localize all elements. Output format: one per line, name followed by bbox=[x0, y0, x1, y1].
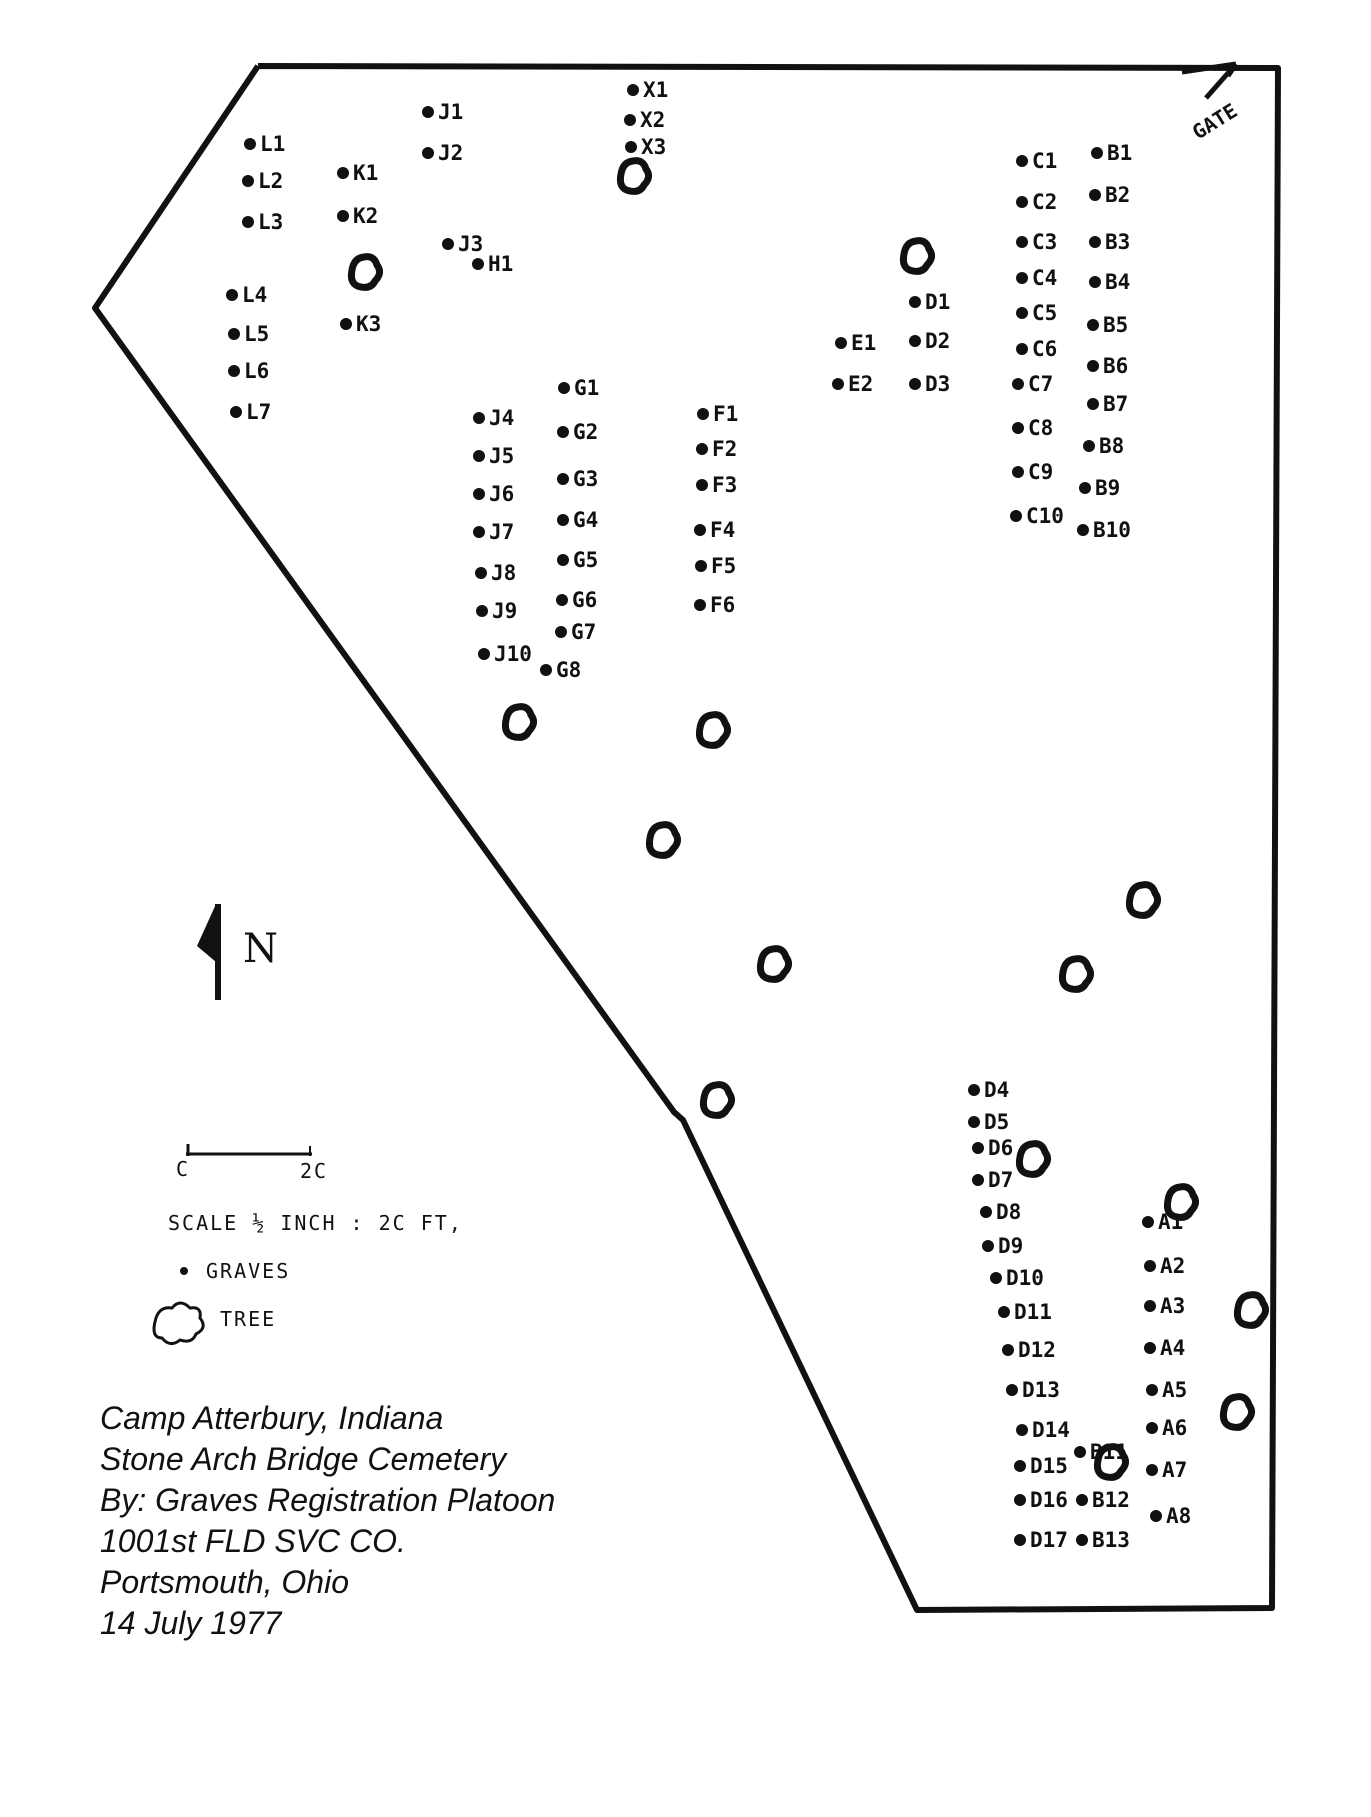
grave-c5 bbox=[1016, 301, 1057, 325]
grave-b9 bbox=[1079, 476, 1120, 500]
grave-label: B10 bbox=[1093, 518, 1131, 542]
grave-dot-icon bbox=[556, 594, 568, 606]
grave-dot-icon bbox=[473, 526, 485, 538]
grave-dot-icon bbox=[1076, 1494, 1088, 1506]
grave-dot-icon bbox=[1074, 1446, 1086, 1458]
grave-dot-icon bbox=[696, 443, 708, 455]
grave-dot-icon bbox=[1076, 1534, 1088, 1546]
grave-label: G7 bbox=[571, 620, 597, 644]
grave-label: B1 bbox=[1107, 141, 1133, 165]
scale-start-label: C bbox=[176, 1157, 191, 1181]
north-arrow-icon bbox=[197, 904, 216, 962]
grave-label: D7 bbox=[988, 1168, 1014, 1192]
grave-l2 bbox=[242, 169, 283, 193]
grave-dot-icon bbox=[1014, 1494, 1026, 1506]
grave-l1 bbox=[244, 132, 285, 156]
grave-dot-icon bbox=[557, 473, 569, 485]
grave-dot-icon bbox=[1089, 189, 1101, 201]
grave-label: B13 bbox=[1092, 1528, 1130, 1552]
grave-d10 bbox=[990, 1266, 1044, 1290]
grave-label: F5 bbox=[711, 554, 737, 578]
grave-dot-icon bbox=[1144, 1300, 1156, 1312]
grave-dot-icon bbox=[696, 479, 708, 491]
grave-dot-icon bbox=[980, 1206, 992, 1218]
grave-dot-icon bbox=[557, 514, 569, 526]
grave-label: D6 bbox=[988, 1136, 1014, 1160]
grave-l3 bbox=[242, 210, 283, 234]
grave-label: J2 bbox=[438, 141, 464, 165]
grave-label: B6 bbox=[1103, 354, 1129, 378]
grave-g5 bbox=[557, 548, 598, 572]
grave-dot-icon bbox=[473, 450, 485, 462]
grave-dot-icon bbox=[1016, 155, 1028, 167]
caption-location: Camp Atterbury, Indiana bbox=[100, 1400, 444, 1436]
grave-label: B5 bbox=[1103, 313, 1129, 337]
grave-b6 bbox=[1087, 354, 1128, 378]
grave-label: L6 bbox=[244, 359, 270, 383]
grave-l6 bbox=[228, 359, 269, 383]
grave-a8 bbox=[1150, 1504, 1191, 1528]
grave-b3 bbox=[1089, 230, 1130, 254]
grave-dot-icon bbox=[1010, 510, 1022, 522]
tree-icon bbox=[1019, 1144, 1047, 1175]
grave-x3 bbox=[625, 135, 666, 159]
grave-dot-icon bbox=[1091, 147, 1103, 159]
grave-b5 bbox=[1087, 313, 1128, 337]
grave-j6 bbox=[473, 482, 514, 506]
grave-dot-icon bbox=[627, 84, 639, 96]
grave-label: B8 bbox=[1099, 434, 1125, 458]
grave-dot-icon bbox=[625, 141, 637, 153]
grave-d8 bbox=[980, 1200, 1021, 1224]
grave-label: A3 bbox=[1160, 1294, 1186, 1318]
grave-dot-icon bbox=[1083, 440, 1095, 452]
cemetery-boundary bbox=[95, 66, 1278, 1610]
grave-label: A6 bbox=[1162, 1416, 1188, 1440]
grave-dot-icon bbox=[228, 328, 240, 340]
grave-dot-icon bbox=[555, 626, 567, 638]
grave-d17 bbox=[1014, 1528, 1068, 1552]
grave-dot-icon bbox=[624, 114, 636, 126]
grave-label: J5 bbox=[489, 444, 515, 468]
grave-dot-icon bbox=[1146, 1464, 1158, 1476]
grave-dot-icon bbox=[1012, 422, 1024, 434]
grave-dot-icon bbox=[557, 554, 569, 566]
grave-dot-icon bbox=[422, 147, 434, 159]
grave-label: J6 bbox=[489, 482, 515, 506]
grave-label: D11 bbox=[1014, 1300, 1052, 1324]
grave-label: G8 bbox=[556, 658, 582, 682]
grave-dot-icon bbox=[337, 210, 349, 222]
grave-dot-icon bbox=[1016, 272, 1028, 284]
grave-d15 bbox=[1014, 1454, 1068, 1478]
grave-label: D13 bbox=[1022, 1378, 1060, 1402]
grave-dot-icon bbox=[476, 605, 488, 617]
grave-g8 bbox=[540, 658, 581, 682]
grave-j9 bbox=[476, 599, 517, 623]
tree-icon bbox=[1237, 1295, 1265, 1326]
grave-dot-icon bbox=[1087, 319, 1099, 331]
legend bbox=[154, 1259, 290, 1344]
grave-label: F4 bbox=[710, 518, 736, 542]
grave-label: C9 bbox=[1028, 460, 1054, 484]
grave-label: D5 bbox=[984, 1110, 1010, 1134]
grave-dot-icon bbox=[1012, 466, 1024, 478]
tree-icon bbox=[505, 707, 533, 738]
grave-k1 bbox=[337, 161, 378, 185]
grave-label: X2 bbox=[640, 108, 666, 132]
tree-icon bbox=[620, 161, 648, 192]
grave-e1 bbox=[835, 331, 876, 355]
grave-g6 bbox=[556, 588, 597, 612]
grave-d9 bbox=[982, 1234, 1023, 1258]
grave-dot-icon bbox=[1014, 1460, 1026, 1472]
grave-legend-icon bbox=[180, 1267, 188, 1275]
grave-label: K3 bbox=[356, 312, 382, 336]
grave-d3 bbox=[909, 372, 950, 396]
grave-d2 bbox=[909, 329, 950, 353]
grave-dot-icon bbox=[228, 365, 240, 377]
grave-label: D17 bbox=[1030, 1528, 1068, 1552]
grave-label: D10 bbox=[1006, 1266, 1044, 1290]
grave-label: A7 bbox=[1162, 1458, 1188, 1482]
grave-l7 bbox=[230, 400, 271, 424]
grave-b10 bbox=[1077, 518, 1131, 542]
grave-dot-icon bbox=[1016, 196, 1028, 208]
grave-label: J1 bbox=[438, 100, 464, 124]
grave-dot-icon bbox=[972, 1142, 984, 1154]
grave-label: J9 bbox=[492, 599, 518, 623]
grave-label: J4 bbox=[489, 406, 515, 430]
grave-d6 bbox=[972, 1136, 1013, 1160]
grave-label: D2 bbox=[925, 329, 951, 353]
grave-dot-icon bbox=[540, 664, 552, 676]
grave-label: L7 bbox=[246, 400, 272, 424]
grave-label: B11 bbox=[1090, 1440, 1128, 1464]
grave-a2 bbox=[1144, 1254, 1185, 1278]
grave-label: A2 bbox=[1160, 1254, 1186, 1278]
grave-j8 bbox=[475, 561, 516, 585]
grave-j10 bbox=[478, 642, 532, 666]
grave-label: C8 bbox=[1028, 416, 1054, 440]
grave-label: D4 bbox=[984, 1078, 1010, 1102]
grave-label: F2 bbox=[712, 437, 738, 461]
grave-label: G2 bbox=[573, 420, 599, 444]
grave-dot-icon bbox=[442, 238, 454, 250]
grave-j5 bbox=[473, 444, 514, 468]
north-arrow bbox=[197, 904, 278, 1000]
grave-label: D3 bbox=[925, 372, 951, 396]
grave-label: B4 bbox=[1105, 270, 1131, 294]
grave-label: C5 bbox=[1032, 301, 1058, 325]
grave-dot-icon bbox=[1014, 1534, 1026, 1546]
grave-x1 bbox=[627, 78, 668, 102]
grave-c6 bbox=[1016, 337, 1057, 361]
grave-dot-icon bbox=[972, 1174, 984, 1186]
grave-label: B7 bbox=[1103, 392, 1129, 416]
gate-label: GATE bbox=[1187, 98, 1242, 145]
grave-label: C7 bbox=[1028, 372, 1054, 396]
grave-d5 bbox=[968, 1110, 1009, 1134]
caption-cemetery-name: Stone Arch Bridge Cemetery bbox=[100, 1441, 507, 1477]
grave-c2 bbox=[1016, 190, 1057, 214]
grave-label: D16 bbox=[1030, 1488, 1068, 1512]
grave-dot-icon bbox=[1142, 1216, 1154, 1228]
grave-dot-icon bbox=[1087, 398, 1099, 410]
grave-label: B9 bbox=[1095, 476, 1121, 500]
grave-dot-icon bbox=[226, 289, 238, 301]
caption-author: By: Graves Registration Platoon bbox=[100, 1482, 556, 1518]
grave-dot-icon bbox=[1150, 1510, 1162, 1522]
grave-label: B3 bbox=[1105, 230, 1131, 254]
grave-label: C6 bbox=[1032, 337, 1058, 361]
grave-dot-icon bbox=[557, 426, 569, 438]
grave-dot-icon bbox=[1016, 236, 1028, 248]
grave-dot-icon bbox=[1002, 1344, 1014, 1356]
grave-e2 bbox=[832, 372, 873, 396]
grave-label: D14 bbox=[1032, 1418, 1070, 1442]
tree-icon bbox=[703, 1085, 731, 1116]
grave-j4 bbox=[473, 406, 514, 430]
grave-label: L1 bbox=[260, 132, 286, 156]
grave-dot-icon bbox=[337, 167, 349, 179]
map-caption bbox=[100, 1398, 555, 1644]
grave-dot-icon bbox=[478, 648, 490, 660]
grave-j1 bbox=[422, 100, 463, 124]
grave-label: E1 bbox=[851, 331, 877, 355]
grave-label: J8 bbox=[491, 561, 517, 585]
grave-label: L5 bbox=[244, 322, 270, 346]
tree-legend-icon bbox=[154, 1303, 203, 1344]
scale-bar bbox=[168, 1144, 463, 1235]
grave-label: G4 bbox=[573, 508, 599, 532]
grave-b13 bbox=[1076, 1528, 1130, 1552]
gate-marker bbox=[1182, 64, 1242, 144]
grave-label: X1 bbox=[643, 78, 669, 102]
grave-l4 bbox=[226, 283, 267, 307]
grave-j2 bbox=[422, 141, 463, 165]
grave-dot-icon bbox=[422, 106, 434, 118]
tree-icon bbox=[649, 825, 677, 856]
grave-label: A8 bbox=[1166, 1504, 1192, 1528]
grave-label: B12 bbox=[1092, 1488, 1130, 1512]
grave-dot-icon bbox=[1016, 307, 1028, 319]
grave-label: C4 bbox=[1032, 266, 1058, 290]
grave-label: C2 bbox=[1032, 190, 1058, 214]
grave-dot-icon bbox=[694, 524, 706, 536]
grave-dot-icon bbox=[832, 378, 844, 390]
grave-label: D1 bbox=[925, 290, 951, 314]
grave-label: L3 bbox=[258, 210, 284, 234]
grave-dot-icon bbox=[909, 296, 921, 308]
caption-unit: 1001st FLD SVC CO. bbox=[100, 1523, 406, 1559]
grave-b12 bbox=[1076, 1488, 1130, 1512]
tree-icon bbox=[1062, 959, 1090, 990]
grave-dot-icon bbox=[1016, 1424, 1028, 1436]
grave-dot-icon bbox=[1146, 1384, 1158, 1396]
grave-label: F1 bbox=[713, 402, 739, 426]
grave-f2 bbox=[696, 437, 737, 461]
grave-dot-icon bbox=[242, 216, 254, 228]
grave-f1 bbox=[697, 402, 738, 426]
grave-label: X3 bbox=[641, 135, 667, 159]
grave-label: G5 bbox=[573, 548, 599, 572]
grave-c7 bbox=[1012, 372, 1053, 396]
grave-label: J3 bbox=[458, 232, 484, 256]
grave-label: C1 bbox=[1032, 149, 1058, 173]
grave-dot-icon bbox=[1079, 482, 1091, 494]
grave-b4 bbox=[1089, 270, 1130, 294]
grave-c8 bbox=[1012, 416, 1053, 440]
grave-g1 bbox=[558, 376, 599, 400]
grave-dot-icon bbox=[909, 335, 921, 347]
grave-d13 bbox=[1006, 1378, 1060, 1402]
grave-dot-icon bbox=[1006, 1384, 1018, 1396]
grave-label: F3 bbox=[712, 473, 738, 497]
grave-a3 bbox=[1144, 1294, 1185, 1318]
grave-c3 bbox=[1016, 230, 1057, 254]
legend-graves-label: GRAVES bbox=[206, 1259, 291, 1283]
grave-j7 bbox=[473, 520, 514, 544]
tree-icon bbox=[903, 241, 931, 272]
grave-dot-icon bbox=[473, 412, 485, 424]
grave-dot-icon bbox=[1144, 1260, 1156, 1272]
grave-label: E2 bbox=[848, 372, 874, 396]
trees-layer bbox=[351, 161, 1265, 1478]
grave-b2 bbox=[1089, 183, 1130, 207]
grave-g3 bbox=[557, 467, 598, 491]
grave-d12 bbox=[1002, 1338, 1056, 1362]
grave-c4 bbox=[1016, 266, 1057, 290]
tree-icon bbox=[1223, 1397, 1251, 1428]
grave-label: D9 bbox=[998, 1234, 1024, 1258]
grave-label: D8 bbox=[996, 1200, 1022, 1224]
grave-dot-icon bbox=[242, 175, 254, 187]
grave-label: D12 bbox=[1018, 1338, 1056, 1362]
grave-dot-icon bbox=[968, 1116, 980, 1128]
grave-label: L2 bbox=[258, 169, 284, 193]
grave-f4 bbox=[694, 518, 735, 542]
caption-city: Portsmouth, Ohio bbox=[100, 1564, 349, 1600]
grave-dot-icon bbox=[998, 1306, 1010, 1318]
grave-dot-icon bbox=[1089, 236, 1101, 248]
grave-dot-icon bbox=[1016, 343, 1028, 355]
grave-dot-icon bbox=[990, 1272, 1002, 1284]
grave-k3 bbox=[340, 312, 381, 336]
grave-d4 bbox=[968, 1078, 1009, 1102]
grave-g4 bbox=[557, 508, 598, 532]
grave-a4 bbox=[1144, 1336, 1185, 1360]
grave-f6 bbox=[694, 593, 735, 617]
grave-g2 bbox=[557, 420, 598, 444]
tree-icon bbox=[351, 257, 379, 288]
grave-c10 bbox=[1010, 504, 1064, 528]
grave-dot-icon bbox=[982, 1240, 994, 1252]
grave-a5 bbox=[1146, 1378, 1187, 1402]
grave-k2 bbox=[337, 204, 378, 228]
grave-label: K2 bbox=[353, 204, 379, 228]
grave-d1 bbox=[909, 290, 950, 314]
grave-f5 bbox=[695, 554, 736, 578]
tree-icon bbox=[699, 715, 727, 746]
tree-icon bbox=[760, 949, 788, 980]
grave-label: L4 bbox=[242, 283, 268, 307]
grave-dot-icon bbox=[340, 318, 352, 330]
tree-icon bbox=[1129, 885, 1157, 916]
grave-d14 bbox=[1016, 1418, 1070, 1442]
grave-dot-icon bbox=[695, 560, 707, 572]
grave-dot-icon bbox=[968, 1084, 980, 1096]
grave-dot-icon bbox=[1146, 1422, 1158, 1434]
grave-d11 bbox=[998, 1300, 1052, 1324]
scale-text: SCALE ½ INCH : 2C FT, bbox=[168, 1211, 463, 1235]
grave-dot-icon bbox=[1089, 276, 1101, 288]
grave-b1 bbox=[1091, 141, 1132, 165]
grave-label: G3 bbox=[573, 467, 599, 491]
grave-label: C3 bbox=[1032, 230, 1058, 254]
grave-dot-icon bbox=[230, 406, 242, 418]
grave-label: C10 bbox=[1026, 504, 1064, 528]
grave-b7 bbox=[1087, 392, 1128, 416]
grave-label: J7 bbox=[489, 520, 515, 544]
grave-dot-icon bbox=[694, 599, 706, 611]
grave-d7 bbox=[972, 1168, 1013, 1192]
grave-dot-icon bbox=[472, 258, 484, 270]
grave-label: A1 bbox=[1158, 1210, 1184, 1234]
grave-dot-icon bbox=[244, 138, 256, 150]
grave-f3 bbox=[696, 473, 737, 497]
north-label: N bbox=[243, 926, 278, 972]
grave-a7 bbox=[1146, 1458, 1187, 1482]
grave-b8 bbox=[1083, 434, 1124, 458]
grave-dot-icon bbox=[1144, 1342, 1156, 1354]
graves-layer bbox=[226, 78, 1191, 1552]
caption-date: 14 July 1977 bbox=[100, 1605, 282, 1641]
grave-dot-icon bbox=[1077, 524, 1089, 536]
grave-label: H1 bbox=[488, 252, 514, 276]
scale-end-label: 2C bbox=[300, 1159, 329, 1183]
grave-a6 bbox=[1146, 1416, 1187, 1440]
grave-c1 bbox=[1016, 149, 1057, 173]
grave-g7 bbox=[555, 620, 596, 644]
grave-label: A5 bbox=[1162, 1378, 1188, 1402]
grave-label: B2 bbox=[1105, 183, 1131, 207]
grave-label: J10 bbox=[494, 642, 532, 666]
grave-dot-icon bbox=[835, 337, 847, 349]
grave-c9 bbox=[1012, 460, 1053, 484]
grave-dot-icon bbox=[475, 567, 487, 579]
grave-dot-icon bbox=[558, 382, 570, 394]
grave-label: D15 bbox=[1030, 1454, 1068, 1478]
grave-l5 bbox=[228, 322, 269, 346]
grave-x2 bbox=[624, 108, 665, 132]
grave-dot-icon bbox=[1087, 360, 1099, 372]
grave-dot-icon bbox=[1012, 378, 1024, 390]
legend-tree-label: TREE bbox=[220, 1307, 277, 1331]
grave-j3 bbox=[442, 232, 483, 256]
grave-label: K1 bbox=[353, 161, 379, 185]
grave-label: G1 bbox=[574, 376, 600, 400]
grave-dot-icon bbox=[697, 408, 709, 420]
grave-label: A4 bbox=[1160, 1336, 1186, 1360]
grave-dot-icon bbox=[473, 488, 485, 500]
grave-label: G6 bbox=[572, 588, 598, 612]
grave-label: F6 bbox=[710, 593, 736, 617]
grave-dot-icon bbox=[909, 378, 921, 390]
grave-d16 bbox=[1014, 1488, 1068, 1512]
